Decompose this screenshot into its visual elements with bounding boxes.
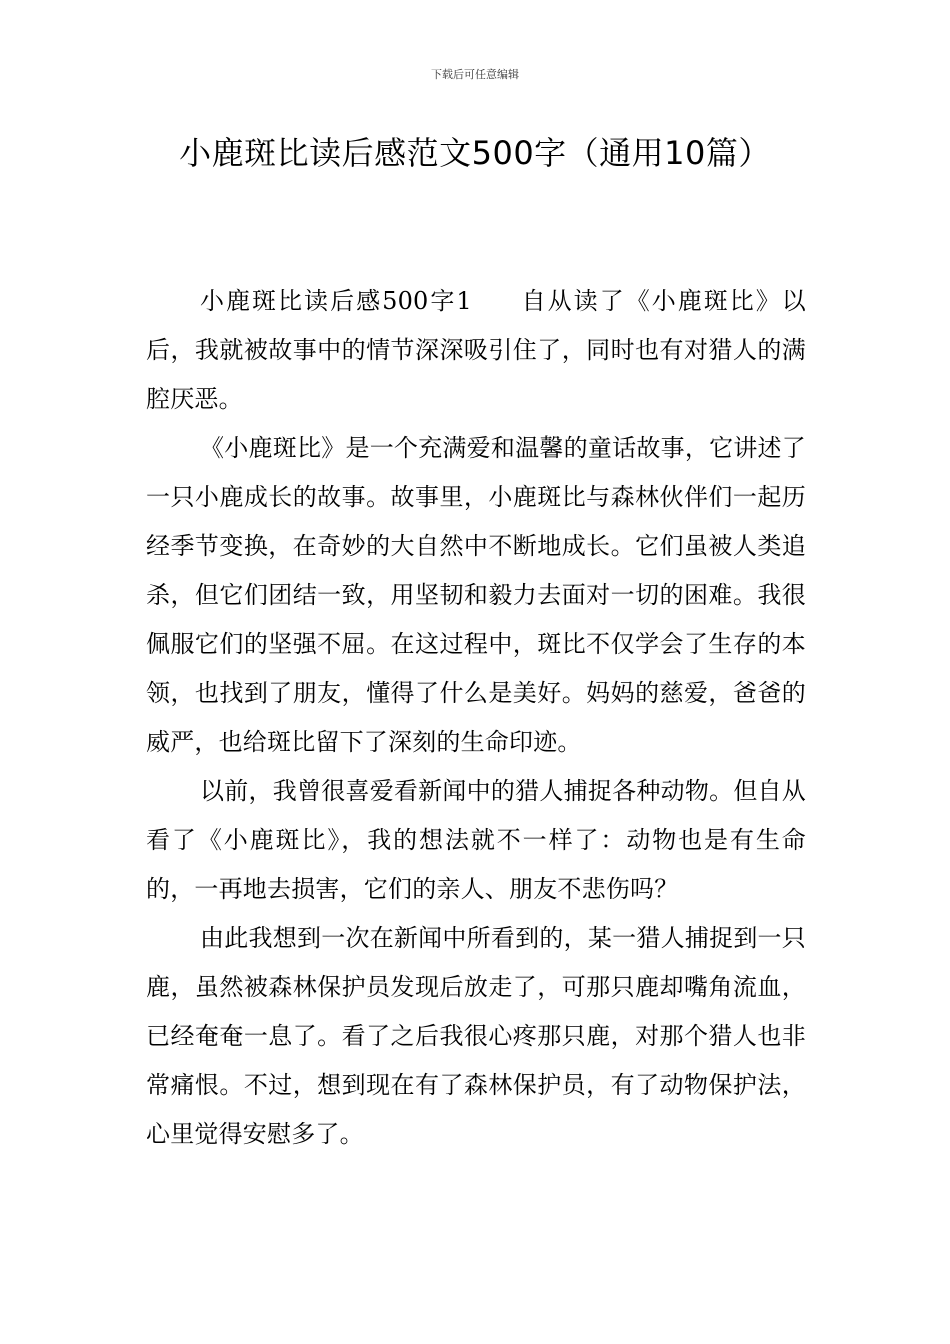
paragraph-1 [146, 277, 806, 424]
paragraph-text: 自从读了《小鹿斑比》以后，我就被故事中的情节深深吸引住了，同时也有对猎人的满腔厌恶。 [146, 287, 806, 413]
document-title: 小鹿斑比读后感范文500字（通用10篇） [179, 134, 771, 172]
paragraph-3: 以前，我曾很喜爱看新闻中的猎人捕捉各种动物。但自从看了《小鹿斑比》，我的想法就不一样了：动物也是有生命的，一再地去损害，它们的亲人、朋友不悲伤吗？ [146, 777, 806, 903]
document-body [146, 277, 806, 1159]
paragraph-4: 由此我想到一次在新闻中所看到的，某一猎人捕捉到一只鹿，虽然被森林保护员发现后放走了，可那只鹿却嘴角流血，已经奄奄一息了。看了之后我很心疼那只鹿，对那个猎人也非常痛恨。不过，想到现在有了森林保护员，有了动物保护法，心里觉得安慰多了。 [146, 924, 806, 1148]
section-heading: 小鹿斑比读后感500字1 [200, 287, 472, 315]
paragraph-2: 《小鹿斑比》是一个充满爱和温馨的童话故事，它讲述了一只小鹿成长的故事。故事里，小鹿斑比与森林伙伴们一起历经季节变换，在奇妙的大自然中不断地成长。它们虽被人类追杀，但它们团结一致，用坚韧和毅力去面对一切的困难。我很佩服它们的坚强不屈。在这过程中，斑比不仅学会了生存的本领，也找到了朋友，懂得了什么是美好。妈妈的慈爱，爸爸的威严，也给斑比留下了深刻的生命印迹。 [146, 434, 806, 756]
header-note: 下载后可任意编辑 [431, 68, 519, 81]
